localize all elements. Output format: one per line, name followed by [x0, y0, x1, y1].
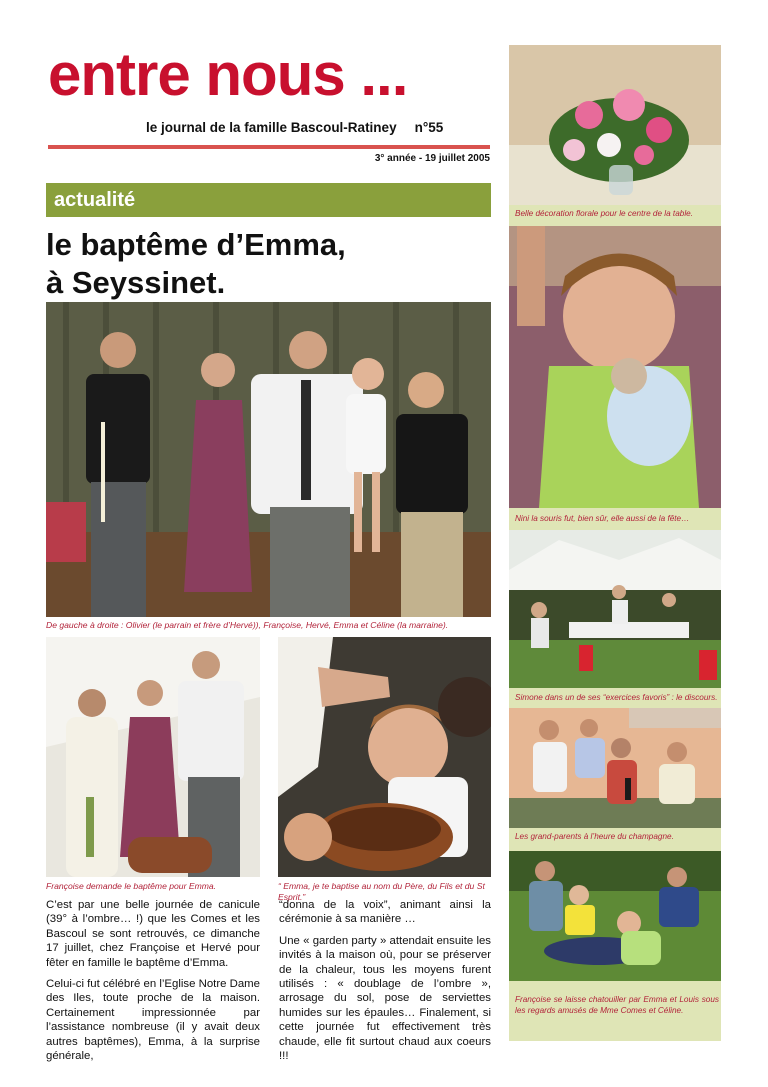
dateline: 3° année - 19 juillet 2005 [374, 153, 490, 164]
sidebar-caption-1: Belle décoration florale pour le centre de la table. [515, 209, 693, 218]
baptism-photo [278, 637, 491, 877]
masthead [48, 40, 407, 110]
section-bar [46, 183, 491, 217]
section-label: actualité [54, 189, 136, 211]
baptism-caption: “ Emma, je te baptise au nom du Père, du Fils et du St Esprit.” [278, 881, 485, 902]
sidebar-caption-4: Les grand-parents à l’heure du champagne. [515, 832, 674, 841]
article-paragraph: C’est par une belle journée de canicule (39° à l’ombre… !) que les Comes et les Bascoul se sont retrouvés, ce dimanche 17 juillet, chez Françoise et Hervé pour fêter en famille le baptême d’Emma. [46, 899, 260, 969]
headline-line-1: le baptême d’Emma, [46, 227, 346, 262]
headline-line-2: à Seyssinet. [46, 265, 226, 300]
subtitle-text: le journal de la famille Bascoul-Ratiney [146, 120, 397, 135]
flower-photo [509, 45, 721, 205]
issue-number: n°55 [414, 120, 444, 135]
sidebar-caption-5: Françoise se laisse chatouiller par Emma et Louis sous les regards amusés de Mme Comes et Céline. [515, 995, 719, 1015]
group-photo [46, 302, 491, 617]
nini-photo [509, 226, 721, 508]
article-headline [46, 226, 491, 302]
group-photo-caption: De gauche à droite : Olivier (le parrain et frère d’Hervé)), Françoise, Hervé, Emma et Céline (la marraine). [46, 620, 449, 630]
grandparents-photo [509, 708, 721, 828]
church-request-caption: Françoise demande le baptême pour Emma. [46, 881, 217, 891]
newspaper-subtitle [146, 120, 443, 135]
church-request-photo [46, 637, 260, 877]
masthead-divider [48, 145, 490, 149]
article-column-2 [279, 898, 491, 1070]
article-paragraph: “donna de la voix”, animant ainsi la cérémonie à sa manière … [279, 899, 491, 926]
article-column-1 [46, 898, 260, 1070]
newspaper-title: entre nous ... [48, 41, 408, 108]
article-paragraph: Une « garden party » attendait ensuite les invités à la maison où, pour se préserver de la chaleur, tous les moyens furent utilisés : « doublage de l’ombre », arrosage du sol, pose de serviettes humides sur les épaules… Finalement, si cette journée fut effectivement très chaude, elle fit surtout chaud aux coeurs !!! [279, 934, 491, 1063]
article-paragraph: Celui-ci fut célébré en l’Eglise Notre Dame des Iles, toute proche de la maison. Certainement impressionnée par l’assistance nombreuse (il y avait deux autres baptêmes), Emma, à la surprise générale, [46, 978, 260, 1063]
sidebar-caption-3: Simone dans un de ses “exercices favoris” : le discours. [515, 693, 718, 702]
sidebar-caption-2: Nini la souris fut, bien sûr, elle aussi de la fête… [515, 514, 690, 523]
garden-party-photo [509, 530, 721, 688]
garden-play-photo [509, 851, 721, 981]
